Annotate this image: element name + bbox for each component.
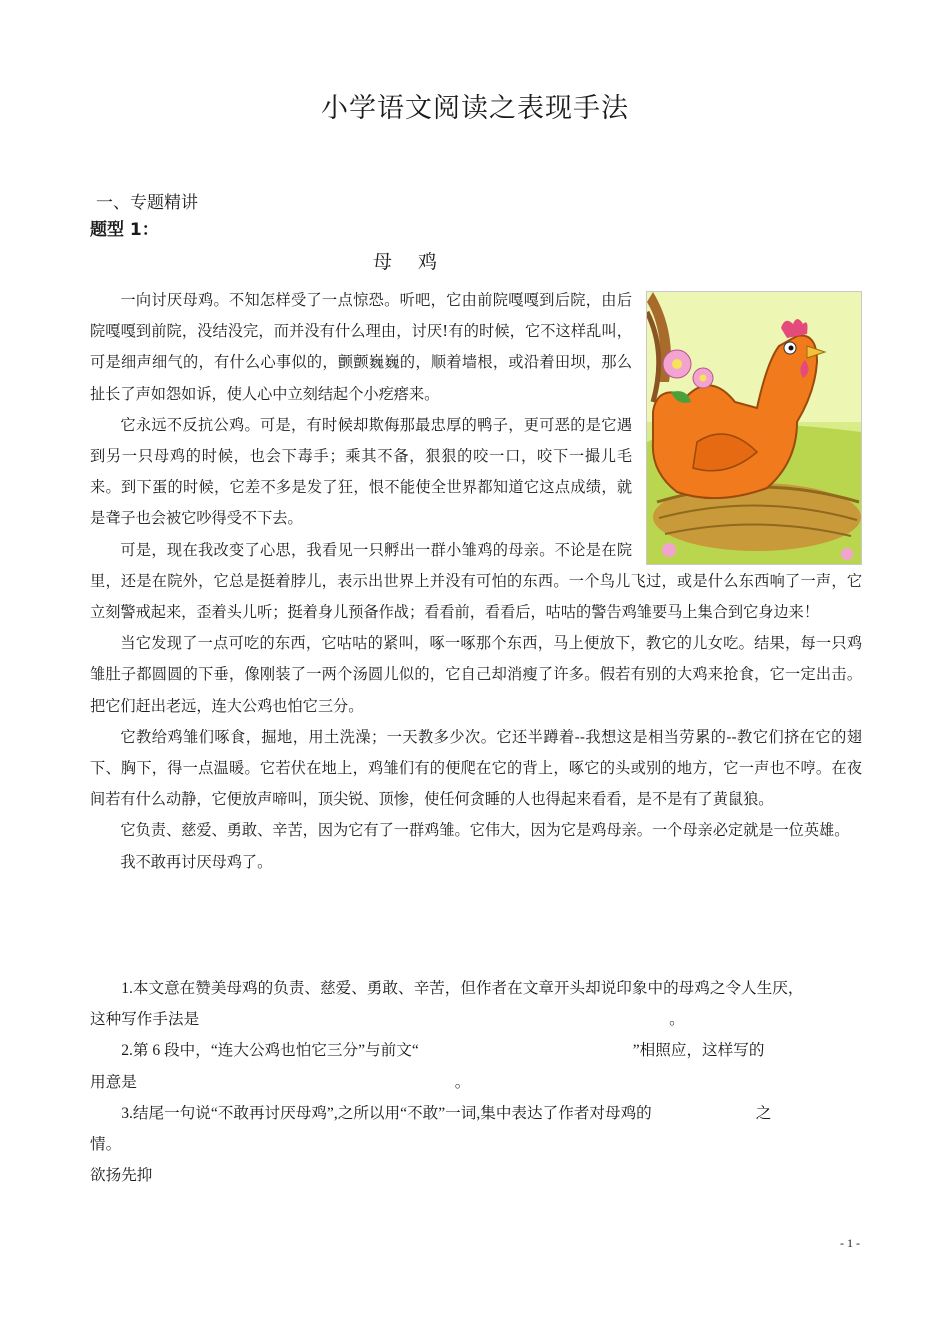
question-type-label: 题型 1： [90,220,159,240]
question-text: 情。 [90,1136,122,1154]
article-title: 母 鸡 [372,251,448,273]
question-3 [90,1098,862,1129]
question-text: 。 [669,1011,685,1029]
question-text: 1.本文意在赞美母鸡的负责、慈爱、勇敢、辛苦，但作者在文章开头却说印象中的母鸡之令人生厌， [121,980,804,997]
article-paragraph: 当它发现了一点可吃的东西，它咕咕的紧叫，啄一啄那个东西，马上便放下，教它的儿女吃。结果，每一只鸡雏肚子都圆圆的下垂，像刚装了一两个汤圆儿似的，它自己却消瘦了许多。假若有别的大鸡来抢食，它一定出击。把它们赶出老远，连大公鸡也怕它三分。 [90,634,862,715]
question-text: 之 [755,1104,772,1122]
answer-text: 欲扬先抑 [90,1167,153,1185]
page-number: - 1 - [840,1236,860,1250]
hen-illustration [646,291,862,565]
article-paragraph: 一向讨厌母鸡。不知怎样受了一点惊恐。听吧，它由前院嘎嘎到后院，由后院嘎嘎到前院，没结没完，而并没有什么理由，讨厌!有的时候，它不这样乱叫，可是细声细气的，有什么心事似的，颤颤巍巍的，顺着墙根，或沿着田坝，那么扯长了声如怨如诉，使人心中立刻结起个小疙瘩来。 [90,291,632,403]
question-text: 2.第 6 段中，“连大公鸡也怕它三分”与前文“ [121,1042,419,1060]
article-paragraph: 它永远不反抗公鸡。可是，有时候却欺侮那最忠厚的鸭子，更可恶的是它遇到另一只母鸡的时候，也会下毒手；乘其不备，狠狠的咬一口，咬下一撮儿毛来。到下蛋的时候，它差不多是发了狂，恨不能使全世界都知道它这点成绩，就是聋子也会被它吵得受不下去。 [90,415,632,528]
page-title: 小学语文阅读之表现手法 [321,93,629,124]
question-1 [90,973,862,1004]
question-1-continued [90,1004,862,1035]
section-heading: 一、专题精讲 [96,193,198,213]
article-paragraph: 它负责、慈爱、勇敢、辛苦，因为它有了一群鸡雏。它伟大，因为它是鸡母亲。一个母亲必定就是一位英雄。 [120,821,850,840]
article-paragraph: 我不敢再讨厌母鸡了。 [120,852,273,871]
hen-icon [647,292,861,564]
question-text: 用意是 [90,1073,137,1091]
question-text: ”相照应，这样写的 [632,1042,765,1060]
question-text: 这种写作手法是 [90,1011,200,1029]
question-2-continued [90,1067,862,1098]
article-body [90,285,862,878]
question-2 [90,1035,862,1066]
question-text: 。 [454,1073,471,1091]
question-text: 3.结尾一句说“不敢再讨厌母鸡”,之所以用“不敢”一词,集中表达了作者对母鸡的 [121,1104,652,1122]
article-paragraph: 可是，现在我改变了心思，我看见一只孵出一群小雏鸡的母亲。不论是在院里，还是在院外，它总是挺着脖儿，表示出世界上并没有可怕的东西。一个鸟儿飞过，或是什么东西响了一声，它立刻警戒起来，歪着头儿听；挺着身儿预备作战；看看前，看看后，咕咕的警告鸡雏要马上集合到它身边来！ [90,540,862,622]
article-paragraph: 它教给鸡雏们啄食，掘地，用土洗澡；一天教多少次。它还半蹲着--我想这是相当劳累的--教它们挤在它的翅下、胸下，得一点温暖。它若伏在地上，鸡雏们有的便爬在它的背上，啄它的头或别的地方，它一声也不哼。在夜间若有什么动静，它便放声啼叫，顶尖锐、顶惨，使任何贪睡的人也得起来看看，是不是有了黄鼠狼。 [90,727,862,809]
question-list [90,973,862,1191]
question-3-continued [90,1129,862,1160]
